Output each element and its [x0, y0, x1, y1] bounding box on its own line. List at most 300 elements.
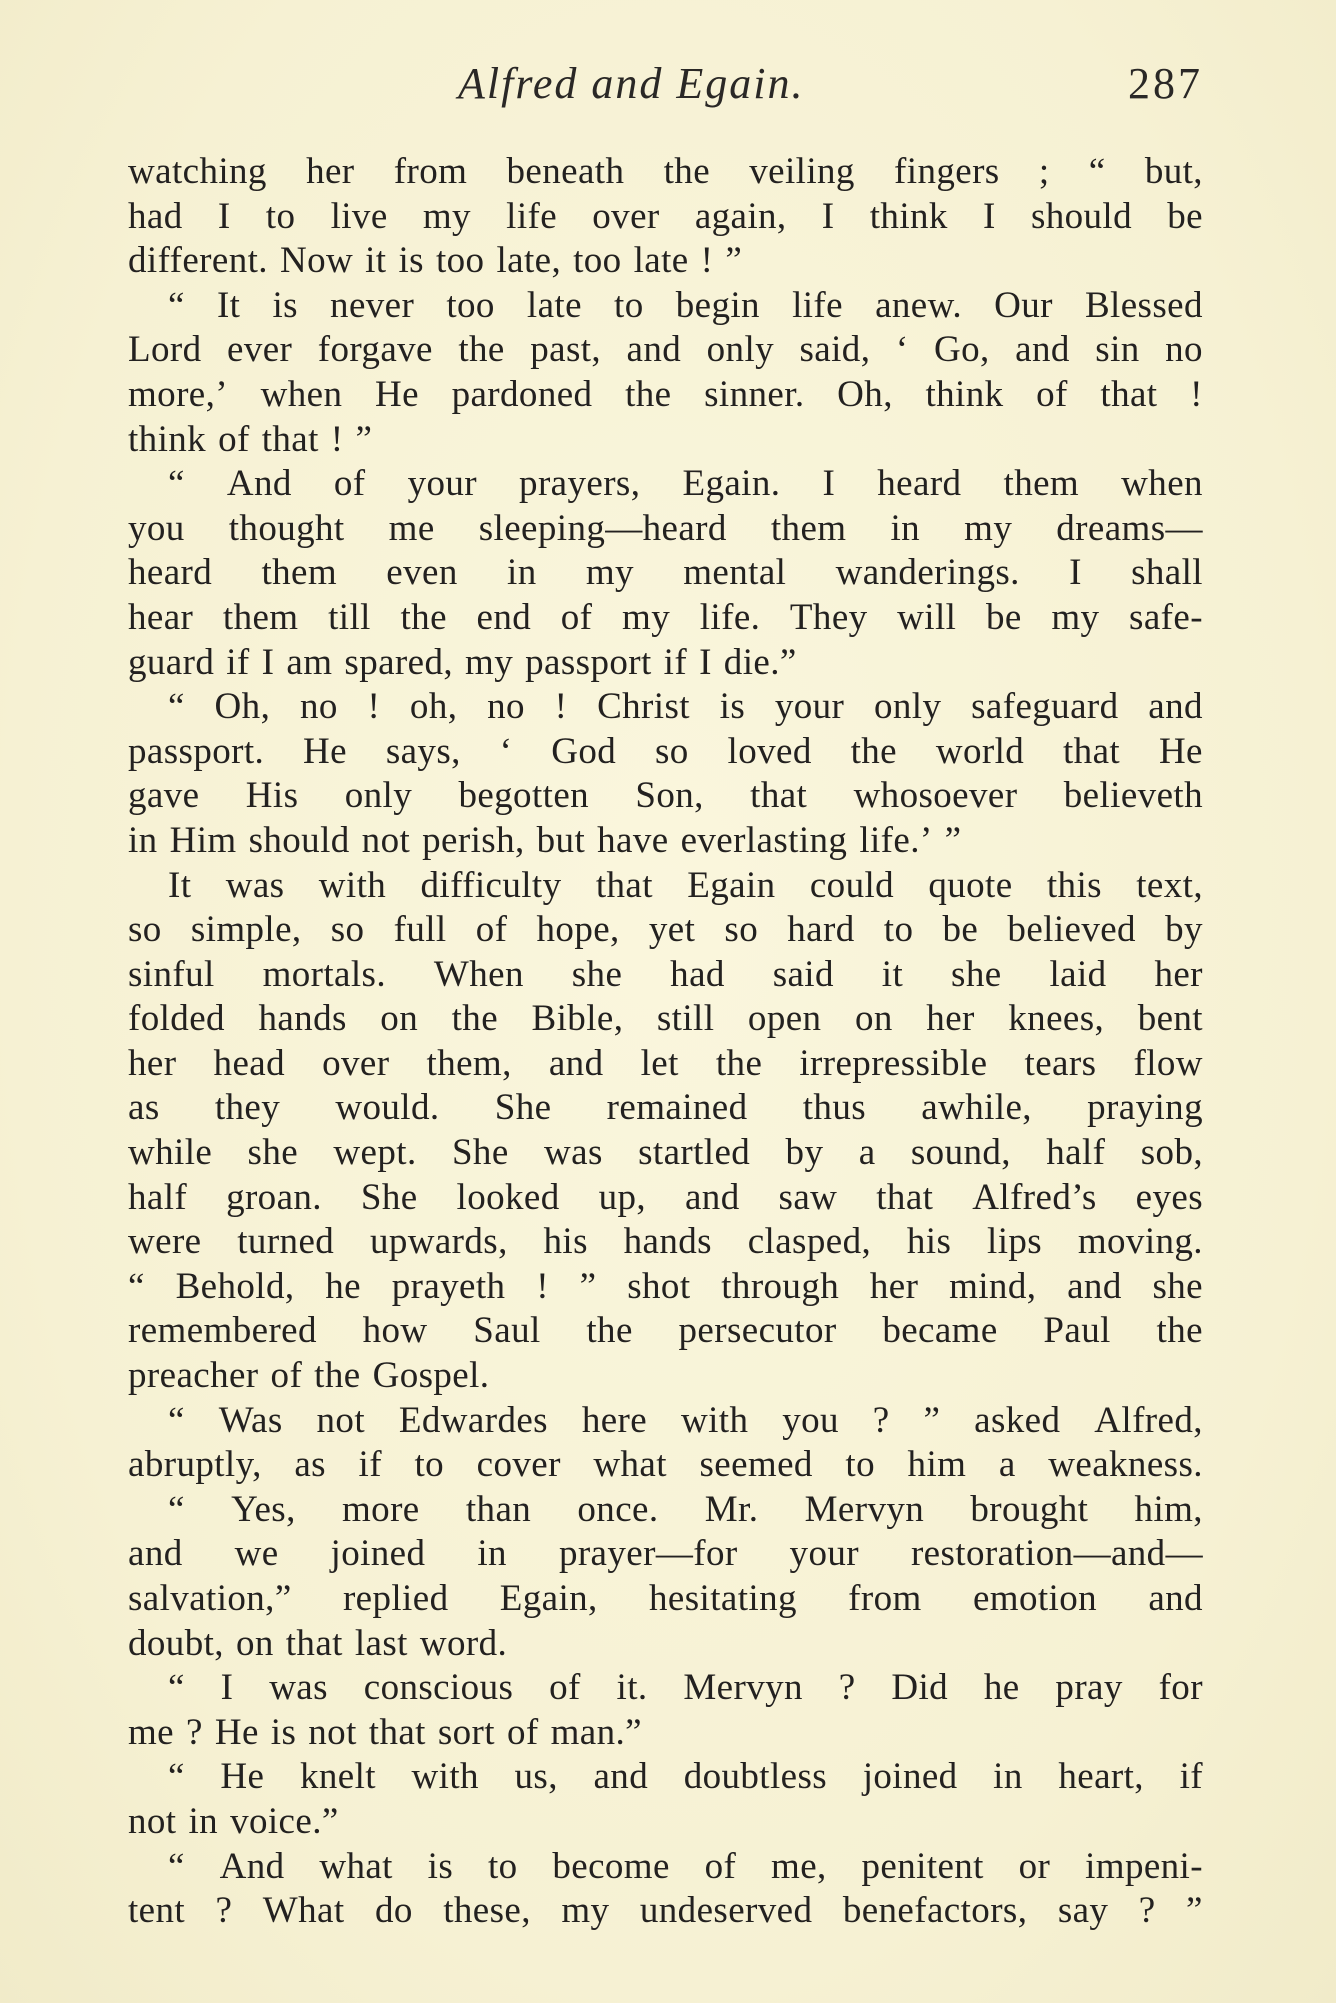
word: only [706, 329, 775, 371]
word: She [451, 1132, 509, 1174]
word: my [422, 195, 471, 237]
word: sin [1095, 329, 1140, 371]
word: more,’ [128, 373, 228, 415]
word: be [985, 596, 1022, 638]
word: believed [1007, 909, 1136, 951]
word: it [881, 953, 904, 995]
word: ! [700, 240, 714, 282]
word: over [322, 1042, 390, 1084]
word: persecutor [678, 1310, 837, 1352]
word: tent [128, 1890, 186, 1932]
word: thought [228, 507, 345, 549]
word: the [451, 998, 499, 1040]
word: I [217, 195, 231, 237]
text-line [128, 596, 1203, 641]
word: ” [579, 1265, 597, 1307]
word: prayer—for [558, 1533, 738, 1575]
word: not [308, 1711, 357, 1753]
text-line [128, 1176, 1203, 1221]
word: said, [799, 329, 871, 371]
word: quote [928, 864, 1013, 906]
word: ! [330, 418, 344, 460]
word: is [427, 1845, 454, 1887]
word: these, [443, 1890, 531, 1932]
word: and [684, 1176, 740, 1218]
word: with [318, 864, 387, 906]
word: late [633, 240, 689, 282]
word: of [1036, 373, 1068, 415]
word: ! [554, 686, 568, 728]
word: text, [1136, 864, 1203, 906]
word: the [663, 151, 711, 192]
word: that [595, 864, 653, 906]
text-line [128, 551, 1203, 596]
word: of [218, 418, 250, 460]
word: that [1100, 373, 1158, 415]
word: they [214, 1087, 281, 1129]
word: of [549, 1667, 581, 1709]
word: that [876, 1176, 934, 1218]
word: become [552, 1845, 670, 1887]
word: forgave [317, 329, 433, 371]
word: difficulty [420, 864, 562, 906]
word: my [465, 641, 514, 683]
word: hands [258, 998, 347, 1040]
word: benefactors, [842, 1890, 1028, 1932]
word: late, [496, 240, 562, 282]
word: even [386, 552, 458, 594]
word: folded [128, 998, 225, 1040]
word: clasped, [747, 1221, 872, 1263]
word: my [561, 1890, 610, 1932]
word: when [260, 373, 343, 415]
word: Did [891, 1667, 949, 1709]
word: Saul [473, 1310, 541, 1352]
word: the [625, 373, 672, 415]
word: mortals. [262, 953, 387, 995]
word: God [551, 730, 617, 772]
word: beneath [506, 151, 625, 192]
word: with [411, 1756, 479, 1798]
word: simple, [190, 909, 302, 951]
word: Go, [934, 329, 990, 371]
word: ‘ [895, 329, 909, 371]
text-line [128, 864, 1203, 909]
word: man.” [550, 1711, 642, 1753]
word: His [245, 775, 299, 817]
word: had [128, 195, 183, 237]
word: ” [725, 240, 743, 282]
word: and [626, 329, 682, 371]
word: on [854, 998, 893, 1040]
word: past, [530, 329, 602, 371]
text-line [128, 774, 1203, 819]
word: seemed [699, 1444, 813, 1486]
word: world [935, 730, 1025, 772]
word: “ [168, 1399, 185, 1441]
word: once. [577, 1488, 659, 1530]
word: had [670, 953, 725, 995]
word: her [128, 1042, 177, 1084]
word: hard [787, 909, 855, 951]
word: loved [727, 730, 812, 772]
word: she [571, 953, 623, 995]
word: would. [335, 1087, 440, 1129]
word: Now [279, 240, 354, 282]
word: on [380, 998, 419, 1040]
text-line [128, 1443, 1203, 1488]
word: Bible, [531, 998, 624, 1040]
word: her [869, 1265, 919, 1307]
text-line [128, 641, 1203, 686]
word: if [358, 1444, 382, 1486]
text-line [128, 685, 1203, 730]
word: ” [1186, 1890, 1203, 1932]
word: anew. [875, 284, 962, 326]
word: Paul [1043, 1310, 1111, 1352]
word: voice.” [230, 1800, 339, 1842]
word: here [581, 1399, 648, 1441]
word: “ [168, 1488, 185, 1530]
word: I [822, 463, 836, 505]
word: you [128, 507, 185, 549]
word: sinner. [704, 373, 805, 415]
word: “ [168, 686, 185, 728]
word: this [1046, 864, 1102, 906]
word: doubtless [683, 1756, 828, 1798]
word: is [272, 284, 298, 326]
word: only [344, 775, 413, 817]
word: upwards, [369, 1221, 508, 1263]
text-line [128, 284, 1203, 329]
word: Egain [687, 864, 776, 906]
word: dreams— [1056, 507, 1203, 549]
word: to [614, 284, 644, 326]
word: wanderings. [835, 552, 1020, 594]
word: his [543, 1221, 588, 1263]
word: on [235, 1622, 274, 1664]
word: in [477, 1533, 507, 1575]
word: ” [355, 418, 373, 460]
word: ? [186, 1711, 203, 1753]
word: knelt [299, 1756, 376, 1798]
word: not [316, 1399, 366, 1441]
text-line [128, 1755, 1203, 1800]
page-number: 287 [1128, 59, 1203, 108]
word: saw [778, 1176, 838, 1218]
word: of [560, 596, 593, 638]
word: perish, [422, 819, 525, 861]
word: think [128, 418, 207, 460]
word: She [494, 1087, 552, 1129]
word: ; [1038, 151, 1050, 192]
word: sleeping—heard [478, 507, 727, 549]
word: he [325, 1265, 361, 1307]
word: life [792, 284, 843, 326]
word: them [770, 507, 847, 549]
word: the [314, 1355, 361, 1397]
text-line [128, 418, 1203, 463]
text-line [128, 373, 1203, 418]
word: hear [128, 596, 194, 638]
word: sort [437, 1711, 495, 1753]
word: the [400, 596, 447, 638]
word: sound, [910, 1132, 1011, 1174]
word: Was [218, 1399, 283, 1441]
word: Edwardes [398, 1399, 548, 1441]
word: awhile, [921, 1087, 1032, 1129]
word: Oh, [214, 686, 271, 728]
word: for [1158, 1667, 1203, 1709]
word: spared, [344, 641, 454, 683]
word: oh, [409, 686, 458, 728]
word: he [983, 1667, 1020, 1709]
word: us, [514, 1756, 558, 1798]
word: up, [598, 1176, 647, 1218]
word: think [925, 373, 1004, 415]
word: in [993, 1756, 1023, 1798]
word: restoration—and— [910, 1533, 1203, 1575]
text-line [128, 328, 1203, 373]
word: and [1148, 1578, 1203, 1619]
word: replied [342, 1578, 449, 1619]
word: the [586, 1310, 633, 1352]
word: It [216, 284, 241, 326]
word: so [330, 909, 365, 951]
word: if [226, 641, 250, 683]
word: ! [367, 686, 381, 728]
text-line [128, 1577, 1203, 1622]
word: the [715, 1042, 763, 1084]
text-line [128, 953, 1203, 998]
word: It [168, 864, 192, 906]
text-line [128, 1800, 1203, 1845]
word: me, [771, 1845, 827, 1887]
word: begotten [458, 775, 590, 817]
word: in [188, 1800, 219, 1842]
word: of [333, 463, 366, 505]
word: or [1018, 1845, 1051, 1887]
word: and [548, 1042, 604, 1084]
text-line [128, 1042, 1203, 1087]
word: ‘ [499, 730, 513, 772]
word: that [285, 1622, 343, 1664]
word: shall [1131, 552, 1203, 594]
word: than [465, 1488, 532, 1530]
word: them [1003, 463, 1080, 505]
word: “ [168, 1756, 185, 1798]
word: life [506, 195, 558, 237]
word: salvation,” [128, 1578, 292, 1619]
word: is [719, 686, 746, 728]
word: too [573, 240, 622, 282]
text-line [128, 195, 1203, 240]
word: emotion [972, 1578, 1098, 1619]
word: what [319, 1845, 393, 1887]
word: half [128, 1176, 188, 1218]
word: my [964, 507, 1013, 549]
word: And [226, 463, 292, 505]
word: while [128, 1132, 213, 1174]
word: was [225, 864, 285, 906]
word: sob, [1140, 1132, 1203, 1174]
word: think [869, 195, 948, 237]
word: Mervyn [804, 1488, 925, 1530]
word: say [1057, 1890, 1109, 1932]
word: I [983, 195, 996, 237]
word: He [375, 373, 419, 415]
word: wept. [333, 1132, 417, 1174]
word: of [506, 1711, 539, 1753]
word: moving. [1077, 1221, 1203, 1263]
word: last [354, 1622, 408, 1664]
word: till [328, 596, 371, 638]
word: “ [128, 1265, 145, 1307]
word: ? [872, 1399, 890, 1441]
word: your [789, 1533, 859, 1575]
word: sinful [128, 953, 215, 995]
word: different. [128, 240, 268, 282]
word: was [269, 1667, 328, 1709]
word: and [128, 1533, 183, 1575]
word: your [407, 463, 477, 505]
word: should [248, 819, 350, 861]
word: how [362, 1310, 428, 1352]
word: joined [862, 1756, 958, 1798]
word: I [261, 641, 275, 683]
word: passport [525, 641, 652, 683]
word: still [656, 998, 715, 1040]
word: preacher [128, 1355, 259, 1397]
word: word. [419, 1622, 508, 1664]
word: pardoned [451, 373, 593, 415]
word: heart, [1058, 1756, 1144, 1798]
word: the [458, 329, 505, 371]
word: she [951, 953, 1002, 995]
word: end [476, 596, 532, 638]
word: that [1063, 730, 1121, 772]
word: to [845, 1444, 875, 1486]
word: When [433, 953, 524, 995]
word: penitent [861, 1845, 984, 1887]
word: abruptly, [128, 1444, 262, 1486]
text-line [128, 1086, 1203, 1131]
word: heard [877, 463, 962, 505]
word: life. [699, 596, 761, 638]
word: ” [944, 819, 962, 861]
word: flow [1133, 1042, 1203, 1084]
text-line [128, 819, 1203, 864]
word: praying [1087, 1087, 1203, 1129]
word: became [882, 1310, 998, 1352]
word: them [261, 552, 338, 594]
word: I [1069, 552, 1082, 594]
word: knees, [1008, 998, 1105, 1040]
text-line [128, 507, 1203, 552]
word: veiling [749, 151, 855, 192]
word: no [299, 686, 338, 728]
word: be [1167, 195, 1203, 237]
word: life.’ [859, 819, 933, 861]
word: that [261, 418, 319, 460]
word: safeguard [971, 686, 1119, 728]
word: lips [987, 1221, 1043, 1263]
word: startled [638, 1132, 751, 1174]
word: Christ [597, 686, 690, 728]
word: ? [215, 1890, 233, 1932]
word: as [294, 1444, 326, 1486]
word: what [593, 1444, 667, 1486]
word: bent [1137, 998, 1203, 1040]
word: through [721, 1265, 840, 1307]
word: and [593, 1756, 649, 1798]
word: her [926, 998, 975, 1040]
word: were [128, 1221, 202, 1263]
word: again, [694, 195, 787, 237]
word: ? [1138, 1890, 1156, 1932]
word: from [848, 1578, 922, 1619]
word: not [361, 819, 411, 861]
word: cover [476, 1444, 561, 1486]
word: me [388, 507, 435, 549]
word: undeserved [639, 1890, 813, 1932]
word: whosoever [853, 775, 1018, 817]
word: fingers [894, 151, 1000, 192]
word: more [342, 1488, 420, 1530]
word: mind, [949, 1265, 1037, 1307]
word: He [214, 1711, 259, 1753]
word: laid [1049, 953, 1107, 995]
word: “ [168, 1845, 185, 1887]
word: Mervyn [683, 1667, 803, 1709]
word: He [303, 730, 347, 772]
word: only [874, 686, 942, 728]
word: too [435, 240, 485, 282]
word: them, [426, 1042, 512, 1084]
text-line [128, 1889, 1203, 1934]
word: when [1121, 463, 1203, 505]
word: them [222, 596, 299, 638]
word: to [414, 1444, 445, 1486]
word: Our [994, 284, 1053, 326]
word: said [772, 953, 834, 995]
word: yet [648, 909, 696, 951]
word: eyes [1135, 1176, 1203, 1218]
text-line [128, 1399, 1203, 1444]
word: head [213, 1042, 285, 1084]
text-line [128, 908, 1203, 953]
word: I [821, 195, 835, 237]
word: I [699, 641, 712, 683]
word: Behold, [175, 1265, 295, 1307]
word: Lord [128, 329, 202, 371]
word: She [360, 1176, 418, 1218]
text-line [128, 1532, 1203, 1577]
word: be [942, 909, 979, 951]
word: thus [802, 1087, 867, 1129]
word: that [750, 775, 808, 817]
word: conscious [363, 1667, 514, 1709]
running-head [128, 58, 1203, 118]
word: will [897, 596, 957, 638]
word: it. [616, 1667, 648, 1709]
word: so [724, 909, 759, 951]
body-text [128, 150, 1203, 1934]
word: “ [168, 463, 185, 505]
word: open [747, 998, 822, 1040]
word: guard [128, 641, 215, 683]
word: never [330, 284, 415, 326]
